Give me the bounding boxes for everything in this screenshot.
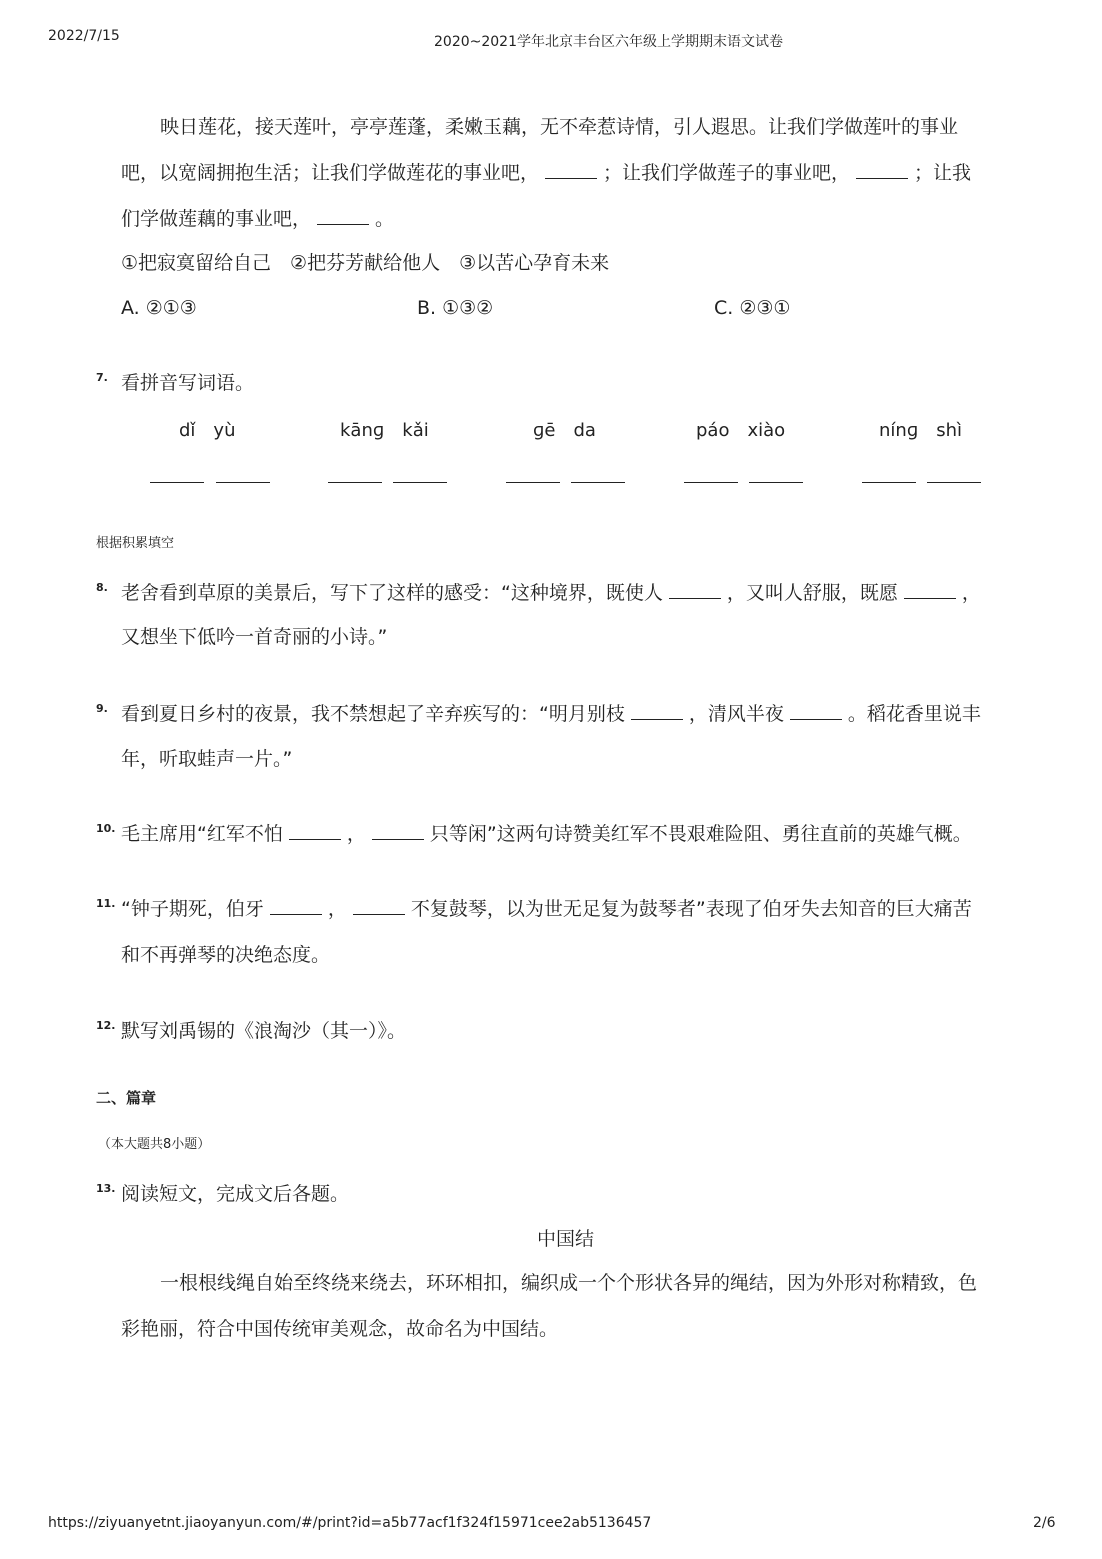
q7-write-line[interactable] xyxy=(506,482,560,483)
article-para-line1: 一根根线绳自始至终绕来绕去，环环相扣，编织成一个个形状各异的绳结，因为外形对称精致，色 xyxy=(160,1272,978,1294)
q7-prompt: 看拼音写词语。 xyxy=(121,372,255,394)
q9-line2: 年，听取蛙声一片。” xyxy=(121,748,293,770)
q6-line2-c: ；让我 xyxy=(914,162,972,184)
q9-blank-1[interactable] xyxy=(631,697,683,720)
q8-line2: 又想坐下低吟一首奇丽的小诗。” xyxy=(121,626,388,648)
q7-write-line[interactable] xyxy=(393,482,447,483)
q7-pinyin-4: páo xiào xyxy=(696,420,786,441)
q7-write-line[interactable] xyxy=(328,482,382,483)
q7-pinyin-3: ɡē da xyxy=(533,420,596,441)
q6-option-c[interactable]: C. ②③① xyxy=(714,297,791,319)
q8-text-c: ， xyxy=(961,582,981,604)
article-title: 中国结 xyxy=(537,1228,595,1250)
q6-option-a[interactable]: A. ②①③ xyxy=(121,297,197,319)
q11-text-b: ， xyxy=(327,898,347,920)
section2-note: （本大题共8小题） xyxy=(98,1137,211,1152)
q10-text-a: 毛主席用“红军不怕 xyxy=(121,823,283,845)
q8-blank-2[interactable] xyxy=(904,576,956,599)
q6-blank-1[interactable] xyxy=(545,156,597,179)
q11-text-c: 不复鼓琴，以为世无足复为鼓琴者”表现了伯牙失去知音的巨大痛苦 xyxy=(410,898,972,920)
q12-number: 12. xyxy=(96,1019,116,1032)
q11-number: 11. xyxy=(96,897,116,910)
q11-blank-1[interactable] xyxy=(270,892,322,915)
q10-blank-2[interactable] xyxy=(372,817,424,840)
q8-text-a: 老舍看到草原的美景后，写下了这样的感受：“这种境界，既使人 xyxy=(121,582,663,604)
q8-line1 xyxy=(121,570,981,616)
q6-choices: ①把寂寞留给自己 ②把芬芳献给他人 ③以苦心孕育未来 xyxy=(121,252,610,274)
footer-url[interactable]: https://ziyuanyetnt.jiaoyanyun.com/#/print?id=a5b77acf1f324f15971cee2ab5136457 xyxy=(48,1515,652,1531)
section2-title: 二、篇章 xyxy=(96,1089,157,1107)
q6-line2-a: 吧，以宽阔拥抱生活；让我们学做莲花的事业吧， xyxy=(121,162,540,184)
q6-blank-2[interactable] xyxy=(856,156,908,179)
q6-line3-b: 。 xyxy=(375,208,395,230)
section-note: 根据积累填空 xyxy=(96,536,175,551)
q8-blank-1[interactable] xyxy=(669,576,721,599)
q6-blank-3[interactable] xyxy=(317,202,369,225)
q11-line1 xyxy=(121,886,972,932)
q7-write-line[interactable] xyxy=(571,482,625,483)
q6-line3-a: 们学做莲藕的事业吧， xyxy=(121,208,312,230)
q6-option-b[interactable]: B. ①③② xyxy=(417,297,494,319)
q13-number: 13. xyxy=(96,1182,116,1195)
q7-write-line[interactable] xyxy=(150,482,204,483)
q9-text-c: 。稻花香里说丰 xyxy=(847,703,981,725)
q9-blank-2[interactable] xyxy=(790,697,842,720)
q10-line xyxy=(121,811,972,857)
q11-blank-2[interactable] xyxy=(353,892,405,915)
q13-prompt: 阅读短文，完成文后各题。 xyxy=(121,1183,350,1205)
q7-write-line[interactable] xyxy=(684,482,738,483)
q10-text-b: ， xyxy=(346,823,366,845)
q10-text-c: 只等闲”这两句诗赞美红军不畏艰难险阻、勇往直前的英雄气概。 xyxy=(429,823,972,845)
q7-pinyin-1: dǐ yù xyxy=(179,420,236,441)
q12-prompt: 默写刘禹锡的《浪淘沙（其一）》。 xyxy=(121,1020,407,1042)
article-para-line2: 彩艳丽，符合中国传统审美观念，故命名为中国结。 xyxy=(121,1318,559,1340)
q7-write-line[interactable] xyxy=(216,482,270,483)
q7-pinyin-5: nínɡ shì xyxy=(879,420,963,441)
q7-number: 7. xyxy=(96,371,108,384)
q11-line2: 和不再弹琴的决绝态度。 xyxy=(121,944,331,966)
print-date: 2022/7/15 xyxy=(48,28,120,44)
q7-write-line[interactable] xyxy=(927,482,981,483)
q7-write-line[interactable] xyxy=(862,482,916,483)
q6-line3 xyxy=(121,196,394,242)
q9-number: 9. xyxy=(96,702,108,715)
q10-blank-1[interactable] xyxy=(289,817,341,840)
q6-line2-b: ；让我们学做莲子的事业吧， xyxy=(603,162,851,184)
q10-number: 10. xyxy=(96,822,116,835)
q9-text-a: 看到夏日乡村的夜景，我不禁想起了辛弃疾写的：“明月别枝 xyxy=(121,703,625,725)
q11-text-a: “钟子期死，伯牙 xyxy=(121,898,264,920)
q8-text-b: ，又叫人舒服，既愿 xyxy=(726,582,898,604)
document-title: 2020~2021学年北京丰台区六年级上学期期末语文试卷 xyxy=(434,34,783,50)
q6-line1: 映日莲花，接天莲叶，亭亭莲蓬，柔嫩玉藕，无不牵惹诗情，引人遐思。让我们学做莲叶的事业 xyxy=(160,116,959,138)
q6-line2 xyxy=(121,150,971,196)
q7-pinyin-2: kānɡ kǎi xyxy=(340,420,429,441)
q8-number: 8. xyxy=(96,581,108,594)
page-number: 2/6 xyxy=(1033,1515,1056,1531)
q7-write-line[interactable] xyxy=(749,482,803,483)
q9-line1 xyxy=(121,691,981,737)
q9-text-b: ，清风半夜 xyxy=(688,703,784,725)
